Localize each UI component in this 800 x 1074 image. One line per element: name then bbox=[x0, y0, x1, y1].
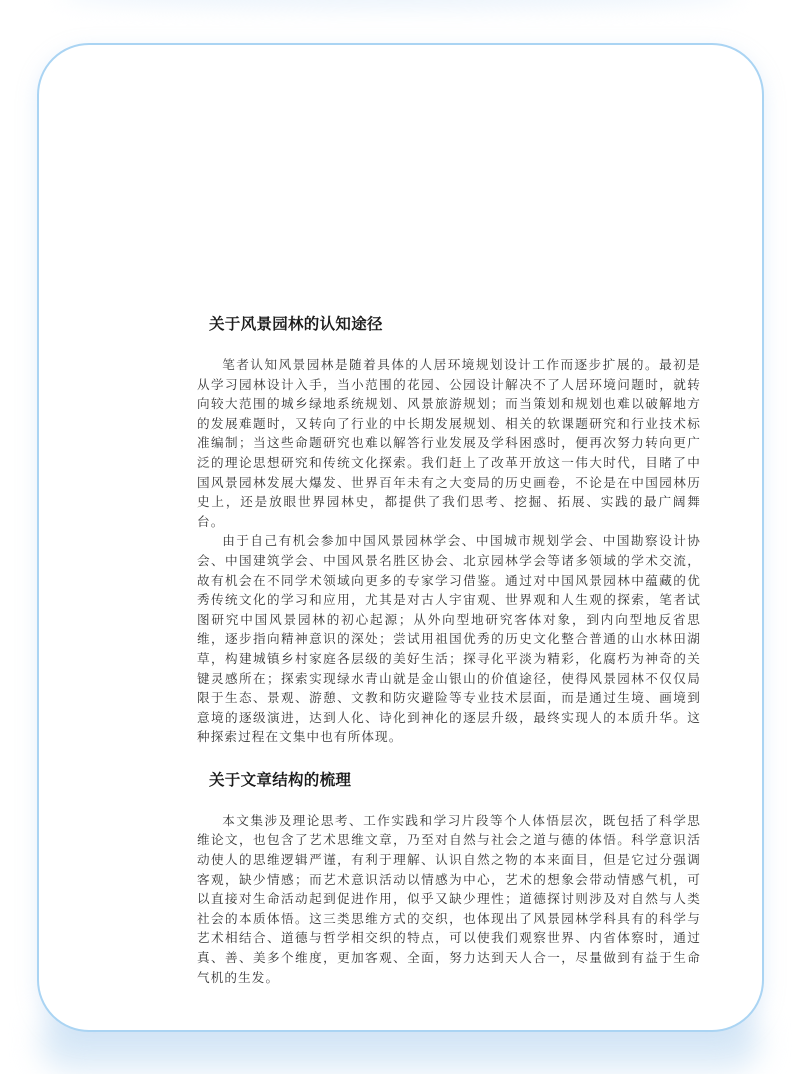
top-glow bbox=[60, 0, 740, 10]
paragraph: 本文集涉及理论思考、工作实践和学习片段等个人体悟层次，既包括了科学思维论文，也包含了艺术思维文章，乃至对自然与社会之道与德的体悟。科学意识活动使人的思维逻辑严谨，有利于理解、认识自然之物的本来面目，但是它过分强调客观，缺少情感；而艺术意识活动以情感为中心，艺术的想象会带动情感气机，可以直接对生命活动起到促进作用，似乎又缺少理性；道德探讨则涉及对自然与人类社会的本质体悟。这三类思维方式的交织，也体现出了风景园林学科具有的科学与艺术相结合、道德与哲学相交织的特点，可以使我们观察世界、内省体察时，通过真、善、美多个维度，更加客观、全面，努力达到天人合一，尽量做到有益于生命气机的生发。 bbox=[197, 812, 701, 985]
paragraph: 由于自己有机会参加中国风景园林学会、中国城市规划学会、中国勘察设计协会、中国建筑学会、中国风景名胜区协会、北京园林学会等诸多领域的学术交流，故有机会在不同学术领域向更多的专家学习借鉴。通过对中国风景园林中蕴藏的优秀传统文化的学习和应用，尤其是对古人宇宙观、世界观和人生观的探索，笔者试图研究中国风景园林的初心起源；从外向型地研究客体对象，到内向型地反省思维，逐步指向精神意识的深处；尝试用祖国优秀的历史文化整合普通的山水林田湖草，构建城镇乡村家庭各层级的美好生活；探寻化平淡为精彩，化腐朽为神奇的关键灵感所在；探索实现绿水青山就是金山银山的价值途径，使得风景园林不仅仅局限于生态、景观、游憩、文教和防灾避险等专业技术层面，而是通过生境、画境到意境的逐级演进，达到人化、诗化到神化的逐层升级，最终实现人的本质升华。这种探索过程在文集中也有所体现。 bbox=[197, 533, 701, 745]
section-structure bbox=[197, 769, 701, 987]
section-cognition bbox=[197, 313, 701, 747]
document-body bbox=[197, 313, 701, 987]
paragraph: 笔者认知风景园林是随着具体的人居环境规划设计工作而逐步扩展的。最初是从学习园林设计入手，当小范围的花园、公园设计解决不了人居环境问题时，就转向较大范围的城乡绿地系统规划、风景旅游规划；而当策划和规划也难以破解地方的发展难题时，又转向了行业的中长期发展规划、相关的软课题研究和行业技术标准编制；当这些命题研究也难以解答行业发展及学科困惑时，便再次努力转向更广泛的理论思想研究和传统文化探索。我们赶上了改革开放这一伟大时代，目睹了中国风景园林发展大爆发、世界百年未有之大变局的历史画卷，不论是在中国园林历史上，还是放眼世界园林史，都提供了我们思考、挖掘、拓展、实践的最广阔舞台。 bbox=[197, 357, 701, 529]
section-title: 关于文章结构的梳理 bbox=[209, 770, 352, 789]
section-title: 关于风景园林的认知途径 bbox=[209, 315, 383, 333]
